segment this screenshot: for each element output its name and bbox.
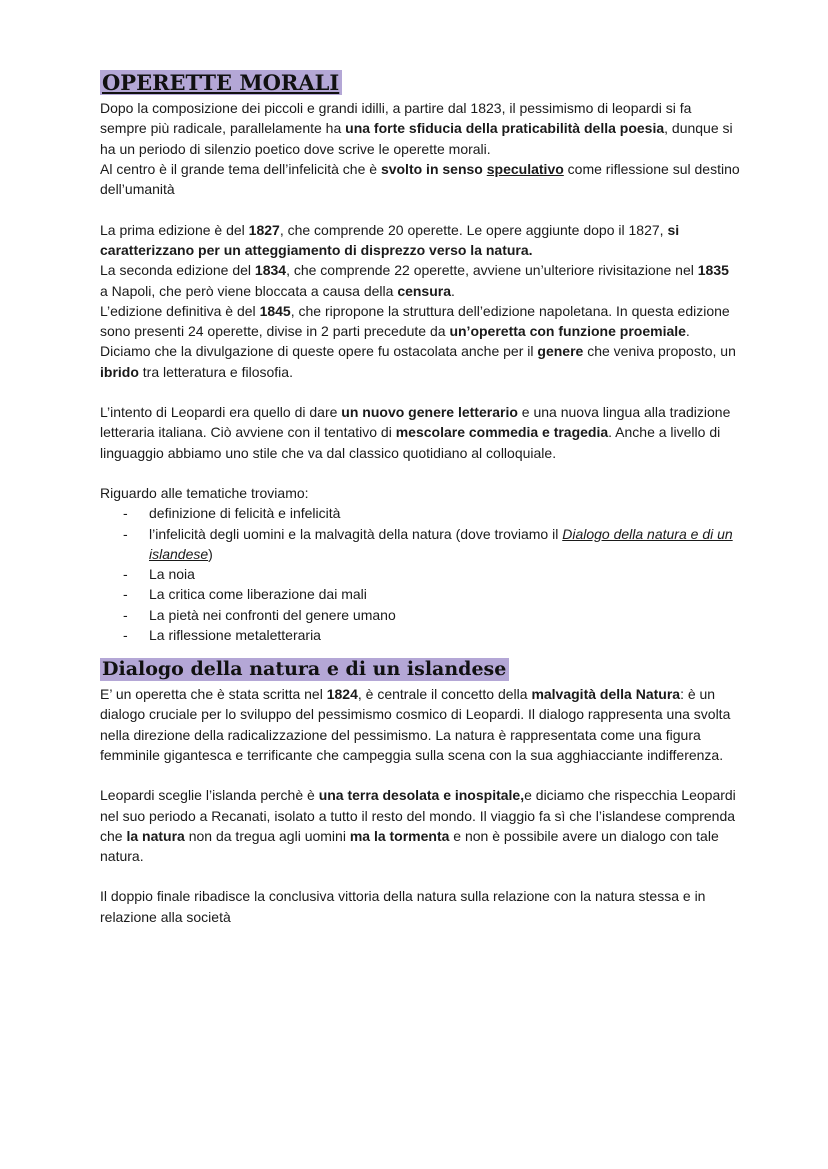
paragraph-dialogo-intro: E’ un operetta che è stata scritta nel 1824, è centrale il concetto della malvagità della Natura: è un dialogo cruciale per lo sviluppo del pessimismo cosmico di Leopardi. Il dialogo rappresenta una svolta nella direzione della radicalizzazione del pessimismo. La natura è rappresentata come una figura femminile gigantesca e terrificante che campeggia sulla scena con la sua agghiacciante indifferenza.	[100, 686, 731, 763]
paragraph-islanda: Leopardi sceglie l’islanda perchè è una terra desolata e inospitale,e diciamo che rispecchia Leopardi nel suo periodo a Recanati, isolato a tutto il resto del mondo. Il viaggio fa sì che l’islandese comprenda che la natura non da tregua agli uomini ma la tormenta e non è possibile avere un dialogo con tale natura.	[100, 787, 736, 865]
paragraph-double-ending: Il doppio finale ribadisce la conclusiva vittoria della natura sulla relazione con la natura stessa e in relazione alla società	[100, 888, 706, 925]
section-title-operette-morali: OPERETTE MORALI	[100, 70, 342, 95]
paragraph-intro: Dopo la composizione dei piccoli e grandi idilli, a partire dal 1823, il pessimismo di leopardi si fa sempre più radicale, parallelamente ha una forte sfiducia della praticabilità della poesia, dunque si ha un periodo di silenzio poetico dove scrive le operette morali.	[100, 100, 733, 157]
paragraph-themes-intro: Riguardo alle tematiche troviamo:	[100, 484, 309, 501]
paragraph-first-edition: La prima edizione è del 1827, che comprende 20 operette. Le opere aggiunte dopo il 1827, si caratterizzano per un atteggiamento di disprezzo verso la natura.	[100, 221, 680, 258]
document-body	[100, 70, 740, 927]
list-item: - La pietà nei confronti del genere umano	[120, 605, 740, 625]
paragraph-definitive-edition: L’edizione definitiva è del 1845, che ripropone la struttura dell’edizione napoletana. In questa edizione sono presenti 24 operette, divise in 2 parti precedute da un’operetta con funzione proemiale. Diciamo che la divulgazione di queste opere fu ostacolata anche per il genere che veniva proposto, un ibrido tra letteratura e filosofia.	[100, 302, 736, 380]
dialogo-reference: Dialogo della natura e di un islandese	[149, 525, 733, 562]
paragraph-second-edition: La seconda edizione del 1834, che comprende 22 operette, avviene un’ulteriore rivisitazione nel 1835 a Napoli, che però viene bloccata a causa della censura.	[100, 262, 729, 299]
paragraph-central-theme: Al centro è il grande tema dell’infelicità che è svolto in senso speculativo come riflessione sul destino dell’umanità	[100, 161, 740, 198]
list-item: - l’infelicità degli uomini e la malvagità della natura (dove troviamo il Dialogo della natura e di un islandese)	[120, 524, 740, 565]
section-title-dialogo: Dialogo della natura e di un islandese	[100, 658, 509, 681]
list-item: - definizione di felicità e infelicità	[120, 503, 740, 523]
themes-list	[100, 503, 740, 645]
list-item: - La critica come liberazione dai mali	[120, 584, 740, 604]
list-item: - La noia	[120, 564, 740, 584]
paragraph-intent: L’intento di Leopardi era quello di dare un nuovo genere letterario e una nuova lingua alla tradizione letteraria italiana. Ciò avviene con il tentativo di mescolare commedia e tragedia. Anche a livello di linguaggio abbiamo uno stile che va dal classico quotidiano al colloquiale.	[100, 404, 731, 461]
list-item: - La riflessione metaletteraria	[120, 625, 740, 645]
